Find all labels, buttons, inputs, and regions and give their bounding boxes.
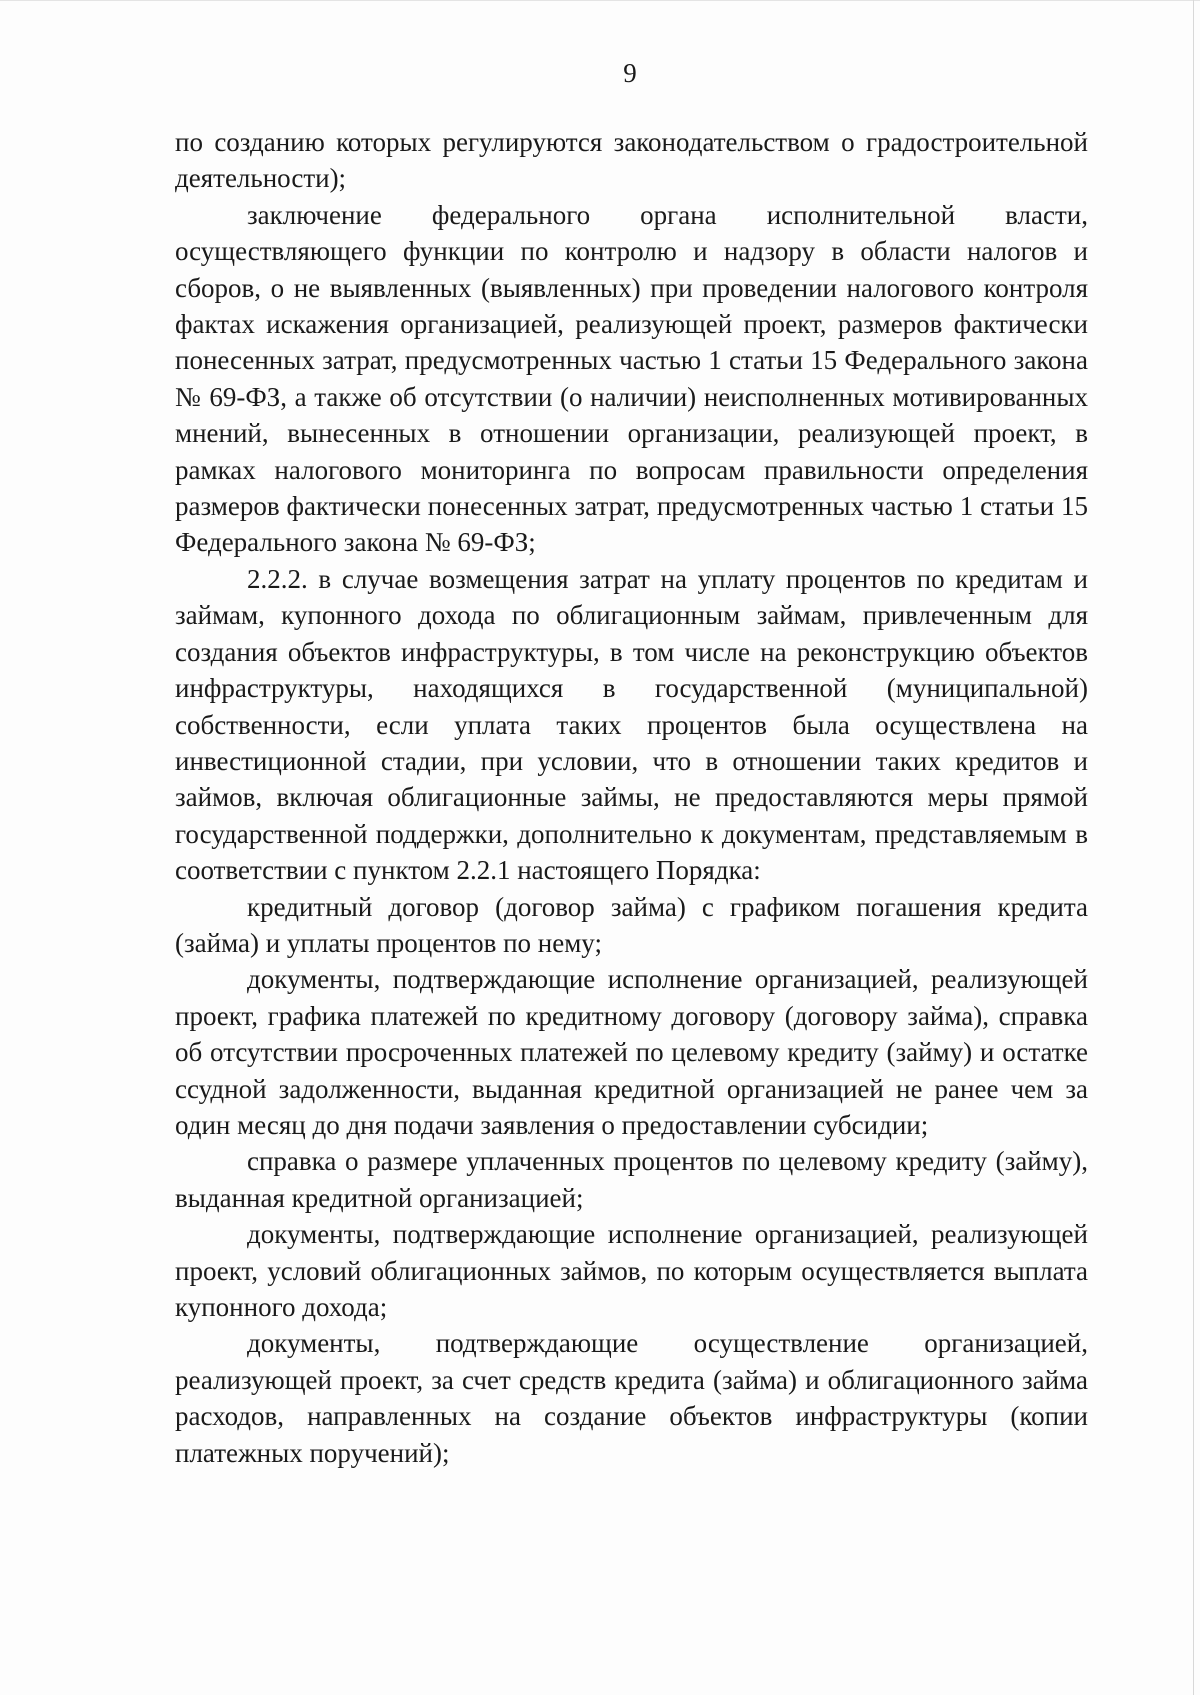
paragraph-continuation: по созданию которых регулируются законодательством о градостроительной деятельности); [175,127,1088,194]
paragraph-interest-certificate: справка о размере уплаченных процентов по целевому кредиту (займу), выданная кредитной организацией; [175,1146,1088,1213]
document-body [175,124,1088,1471]
paragraph-credit-agreement: кредитный договор (договор займа) с графиком погашения кредита (займа) и уплаты процентов по нему; [175,891,1088,958]
paragraph-expenditure-documents: документы, подтверждающие осуществление организацией, реализующей проект, за счет средств кредита (займа) и облигационного займа расходов, направленных на создание объектов инфраструктуры (копии платежных поручений); [175,1328,1088,1468]
paragraph-tax-authority-conclusion: заключение федерального органа исполнительной власти, осуществляющего функции по контролю и надзору в области налогов и сборов, о не выявленных (выявленных) при проведении налогового контроля фактах искажения организацией, реализующей проект, размеров фактически понесенных затрат, предусмотренных частью 1 статьи 15 Федерального закона № 69-ФЗ, а также об отсутствии (о наличии) неисполненных мотивированных мнений, вынесенных в отношении организации, реализующей проект, в рамках налогового мониторинга по вопросам правильности определения размеров фактически понесенных затрат, предусмотренных частью 1 статьи 15 Федерального закона № 69-ФЗ; [175,199,1088,558]
scan-edge-top [0,0,1200,1]
scan-edge-right [1193,0,1194,1695]
page-number: 9 [623,58,637,88]
paragraph-2-2-2: 2.2.2. в случае возмещения затрат на уплату процентов по кредитам и займам, купонного дохода по облигационным займам, привлеченным для создания объектов инфраструктуры, в том числе на реконструкцию объектов инфраструктуры, находящихся в государственной (муниципальной) собственности, если уплата таких процентов была осуществлена на инвестиционной стадии, при условии, что в отношении таких кредитов и займов, включая облигационные займы, не предоставляются меры прямой государственной поддержки, дополнительно к документам, представляемым в соответствии с пунктом 2.2.1 настоящего Порядка: [175,563,1088,886]
paragraph-bond-conditions-documents: документы, подтверждающие исполнение организацией, реализующей проект, условий облигационных займов, по которым осуществляется выплата купонного дохода; [175,1219,1088,1322]
paragraph-payment-schedule-documents: документы, подтверждающие исполнение организацией, реализующей проект, графика платежей по кредитному договору (договору займа), справка об отсутствии просроченных платежей по целевому кредиту (займу) и остатке ссудной задолженности, выданная кредитной организацией не ранее чем за один месяц до дня подачи заявления о предоставлении субсидии; [175,964,1088,1140]
